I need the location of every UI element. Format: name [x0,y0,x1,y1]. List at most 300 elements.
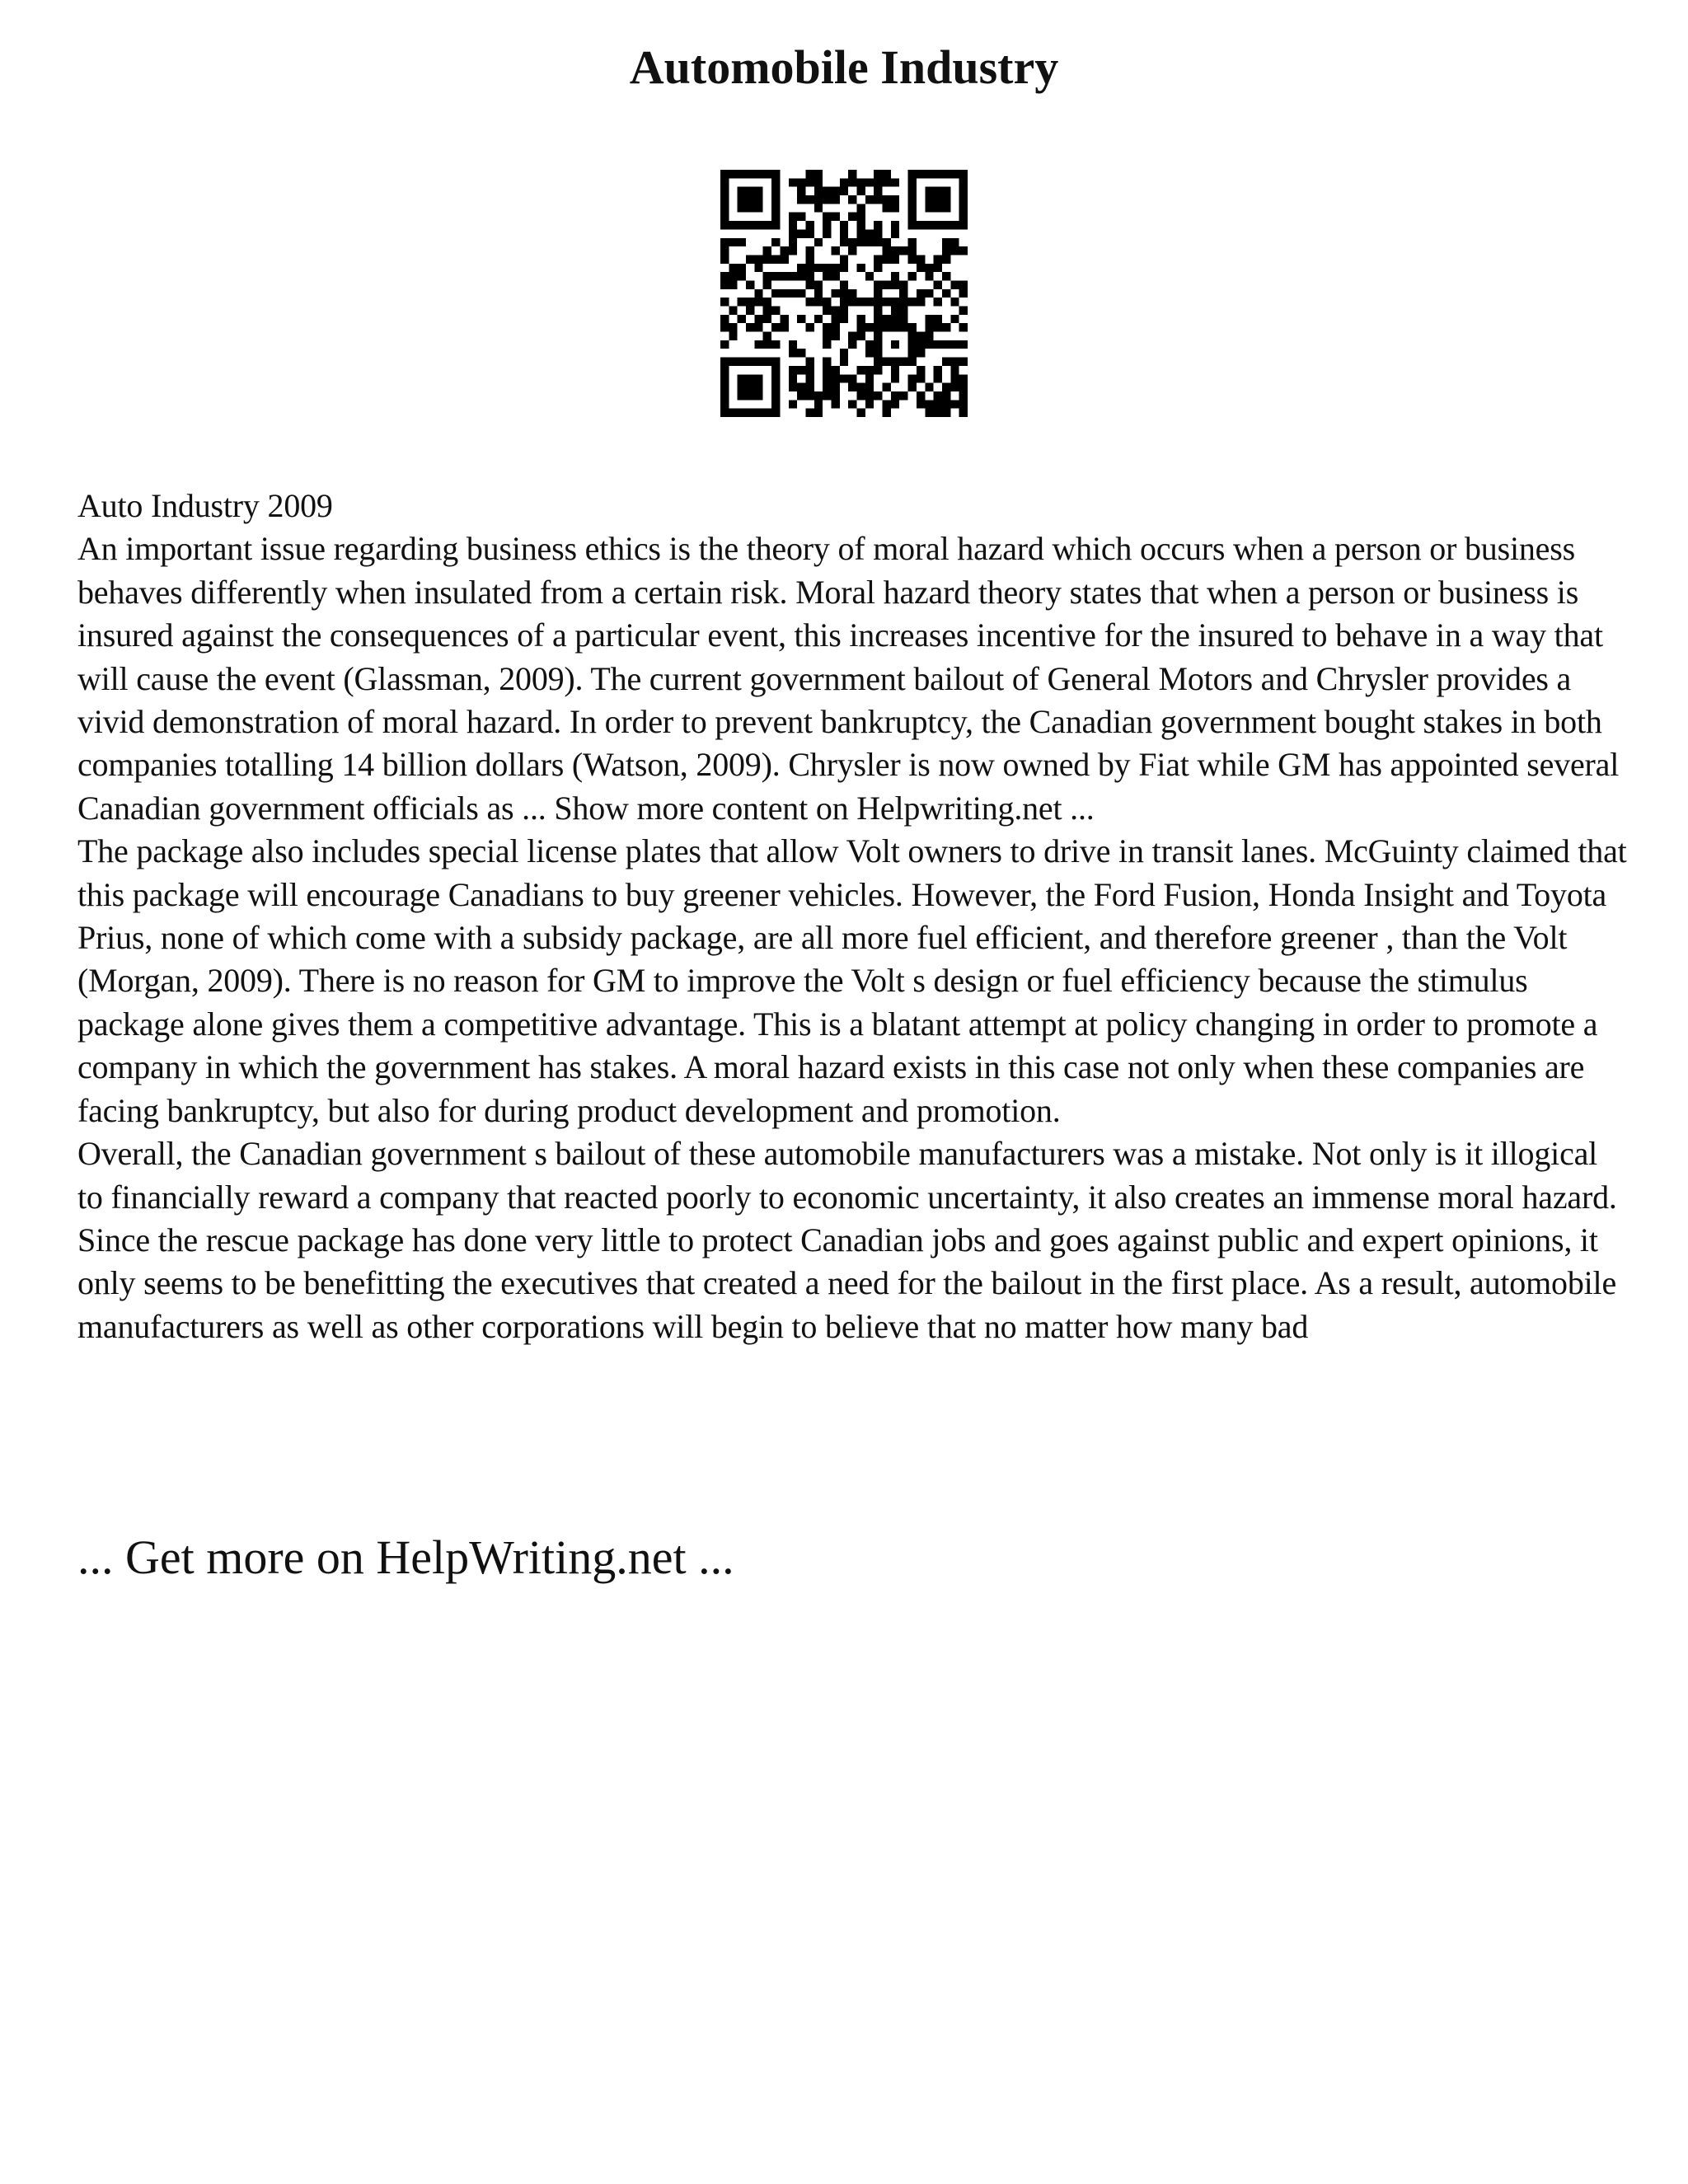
qr-module [840,255,848,263]
qr-module [823,264,831,272]
qr-module [899,246,907,255]
qr-module [771,272,780,280]
qr-module [848,246,856,255]
qr-module [831,264,839,272]
qr-module [959,409,968,417]
qr-module [771,204,780,212]
qr-module [891,400,899,408]
qr-module [814,238,823,246]
qr-code-graphic [720,170,968,417]
qr-module [805,280,814,288]
qr-module [754,298,762,306]
qr-module [823,374,831,382]
qr-module [942,170,950,178]
qr-module [917,255,925,263]
qr-module [899,289,907,298]
qr-module [908,383,917,391]
qr-module [831,307,839,315]
qr-module [883,195,891,204]
qr-module [831,383,839,391]
qr-module [934,280,942,288]
qr-module [840,349,848,357]
qr-module [959,280,968,288]
qr-module [857,213,865,221]
qr-module [942,204,950,212]
qr-module [942,187,950,195]
qr-module [874,187,882,195]
qr-module [942,409,950,417]
qr-module [950,246,959,255]
qr-module [789,400,797,408]
qr-module [891,340,899,349]
qr-module [883,246,891,255]
qr-module [925,340,933,349]
qr-module [797,366,805,374]
qr-module [746,187,754,195]
qr-module [917,349,925,357]
qr-module [883,280,891,288]
qr-module [857,332,865,340]
qr-module [831,374,839,382]
qr-module [848,289,856,298]
qr-module [720,323,729,331]
qr-module [746,374,754,382]
qr-module [797,315,805,323]
qr-module [865,178,874,186]
qr-module [959,289,968,298]
qr-module [814,187,823,195]
qr-module [857,366,865,374]
qr-module [831,213,839,221]
qr-module [959,307,968,315]
qr-module [934,374,942,382]
qr-module [840,374,848,382]
paragraph-2: The package also includes special license plates that allow Volt owners to drive in transit lanes. McGuinty claimed that this package will encourage Canadians to buy greener vehicles. However, the Ford Fusion, Honda Insight and Toyota Prius, none of which come with a subsidy package, are all more fuel efficient, and therefore greener , than the Volt (Morgan, 2009). There is no reason for GM to improve the Volt s design or fuel efficiency because the stimulus package alone gives them a competitive advantage. This is a blatant attempt at policy changing in order to promote a company in which the government has stakes. A moral hazard exists in this case not only when these companies are facing bankruptcy, but also for during product development and promotion. [77,832,1627,1129]
qr-module [823,391,831,400]
document-body [77,485,1627,1348]
qr-module [771,374,780,382]
qr-module [891,272,899,280]
qr-module [908,204,917,212]
qr-module [942,340,950,349]
qr-module [814,170,823,178]
qr-module [814,391,823,400]
qr-module [840,221,848,229]
qr-module [805,409,814,417]
qr-module [720,280,729,288]
qr-module [763,280,771,288]
qr-module [934,366,942,374]
paragraph-3: Overall, the Canadian government s bailout of these automobile manufacturers was a mistake. Not only is it illogical to financially reward a company that reacted poorly to economic uncertainty, it also creates an immense moral hazard. Since the rescue package has done very little to protect Canadian jobs and goes against public and expert opinions, it only seems to be benefitting the executives that created a need for the bailout in the first place. As a result, automobile manufacturers as well as other corporations will begin to believe that no matter how many bad [77,1135,1617,1345]
qr-module [720,178,729,186]
qr-module [908,255,917,263]
qr-module [874,229,882,237]
qr-module [746,170,754,178]
qr-module [720,187,729,195]
qr-module [729,238,737,246]
qr-module [797,213,805,221]
qr-module [763,255,771,263]
qr-module [891,255,899,263]
qr-module [934,187,942,195]
qr-module [805,391,814,400]
qr-module [763,272,771,280]
qr-module [934,204,942,212]
qr-code-icon [720,170,968,417]
qr-module [831,366,839,374]
qr-module [917,400,925,408]
qr-module [805,272,814,280]
qr-module [746,323,754,331]
qr-module [942,238,950,246]
qr-module [857,204,865,212]
qr-module [891,298,899,306]
qr-module [865,391,874,400]
qr-module [771,213,780,221]
qr-module [848,213,856,221]
qr-module [848,332,856,340]
qr-module [814,298,823,306]
qr-module [789,221,797,229]
qr-module [754,195,762,204]
qr-module [874,349,882,357]
qr-module [831,400,839,408]
qr-module [771,170,780,178]
qr-module [908,246,917,255]
qr-module [883,255,891,263]
qr-module [754,358,762,366]
qr-module [874,264,882,272]
qr-module [857,238,865,246]
qr-module [908,332,917,340]
qr-module [720,255,729,263]
qr-module [789,272,797,280]
qr-module [925,409,933,417]
subtitle: Auto Industry 2009 [77,487,333,524]
qr-module [823,195,831,204]
qr-module [754,340,762,349]
qr-module [891,323,899,331]
qr-module [746,255,754,263]
qr-module [959,221,968,229]
qr-module [840,178,848,186]
qr-module [959,391,968,400]
qr-module [917,366,925,374]
qr-module [720,195,729,204]
qr-module [950,315,959,323]
qr-module [823,187,831,195]
qr-module [763,298,771,306]
qr-module [738,195,746,204]
qr-module [720,358,729,366]
qr-module [805,264,814,272]
qr-module [729,264,737,272]
qr-module [942,358,950,366]
qr-module [771,221,780,229]
qr-module [763,340,771,349]
qr-module [814,400,823,408]
qr-module [865,383,874,391]
qr-module [950,238,959,246]
qr-module [789,213,797,221]
qr-module [805,383,814,391]
qr-module [891,229,899,237]
qr-module [823,298,831,306]
qr-module [746,391,754,400]
qr-module [805,374,814,382]
qr-module [934,323,942,331]
qr-module [917,340,925,349]
qr-module [925,195,933,204]
qr-module [823,307,831,315]
qr-module [814,289,823,298]
qr-module [917,289,925,298]
qr-module [908,340,917,349]
qr-module [959,195,968,204]
qr-module [738,204,746,212]
qr-module [823,272,831,280]
qr-module [840,187,848,195]
qr-module [797,178,805,186]
qr-module [763,170,771,178]
qr-module [899,358,907,366]
qr-module [720,383,729,391]
qr-module [746,307,754,315]
qr-module [891,391,899,400]
qr-module [959,340,968,349]
qr-module [891,280,899,288]
qr-module [729,170,737,178]
qr-module [950,383,959,391]
qr-module [729,323,737,331]
qr-module [729,221,737,229]
qr-module [797,272,805,280]
qr-module [780,323,788,331]
qr-module [950,374,959,382]
qr-module [720,213,729,221]
qr-module [771,383,780,391]
qr-module [805,229,814,237]
qr-module [720,400,729,408]
qr-module [883,400,891,408]
qr-module [908,323,917,331]
qr-module [823,323,831,331]
qr-module [874,221,882,229]
qr-module [942,323,950,331]
qr-module [831,272,839,280]
qr-module [771,358,780,366]
qr-module [840,315,848,323]
qr-module [908,349,917,357]
qr-module [789,366,797,374]
qr-module [840,298,848,306]
qr-module [874,366,882,374]
qr-module [831,195,839,204]
qr-module [857,187,865,195]
paragraph-1: An important issue regarding business ethics is the theory of moral hazard which occurs when a person or business behaves differently when insulated from a certain risk. Moral hazard theory states that when a person or business is insured against the consequences of a particular event, this increases incentive for the insured to behave in a way that will cause the event (Glassman, 2009). The current government bailout of General Motors and Chrysler provides a vivid demonstration of moral hazard. In order to prevent bankruptcy, the Canadian government bought stakes in both companies totalling 14 billion dollars (Watson, 2009). Chrysler is now owned by Fiat while GM has appointed several Canadian government officials as ... Show more content on Helpwriting.net ... [77,530,1620,827]
qr-module [857,229,865,237]
qr-module [925,204,933,212]
qr-module [883,323,891,331]
qr-module [925,315,933,323]
qr-module [959,246,968,255]
qr-module [814,195,823,204]
qr-module [874,323,882,331]
qr-module [934,298,942,306]
qr-module [754,204,762,212]
qr-module [942,383,950,391]
qr-module [865,323,874,331]
qr-module [891,246,899,255]
qr-module [942,272,950,280]
qr-module [934,340,942,349]
qr-module [814,280,823,288]
qr-module [789,289,797,298]
qr-module [840,264,848,272]
qr-module [738,315,746,323]
qr-module [908,272,917,280]
qr-module [823,332,831,340]
qr-module [771,409,780,417]
qr-module [754,374,762,382]
qr-module [738,409,746,417]
qr-module [934,255,942,263]
qr-module [738,221,746,229]
qr-module [720,409,729,417]
qr-module [908,374,917,382]
qr-module [934,264,942,272]
qr-module [805,170,814,178]
qr-module [942,391,950,400]
qr-module [738,264,746,272]
qr-module [831,391,839,400]
qr-module [729,272,737,280]
qr-module [805,221,814,229]
qr-module [891,374,899,382]
qr-module [746,195,754,204]
qr-module [789,246,797,255]
qr-module [899,280,907,288]
qr-module [848,374,856,382]
qr-module [797,187,805,195]
qr-module [925,187,933,195]
qr-module [857,178,865,186]
qr-module [899,315,907,323]
qr-module [729,307,737,315]
qr-module [848,400,856,408]
qr-module [789,349,797,357]
qr-module [805,323,814,331]
qr-module [950,358,959,366]
qr-module [754,221,762,229]
qr-module [746,383,754,391]
qr-module [754,264,762,272]
qr-module [874,195,882,204]
qr-module [925,383,933,391]
qr-module [908,187,917,195]
qr-module [797,229,805,237]
qr-module [840,238,848,246]
qr-module [763,358,771,366]
qr-module [934,170,942,178]
qr-module [831,323,839,331]
qr-module [891,221,899,229]
qr-module [831,246,839,255]
qr-module [848,298,856,306]
qr-module [891,315,899,323]
qr-module [925,221,933,229]
qr-module [865,340,874,349]
qr-module [805,178,814,186]
qr-module [883,238,891,246]
qr-module [746,221,754,229]
qr-module [874,307,882,315]
qr-module [917,170,925,178]
qr-module [908,213,917,221]
qr-module [823,340,831,349]
qr-module [942,400,950,408]
qr-module [789,383,797,391]
qr-module [720,272,729,280]
qr-module [908,221,917,229]
qr-module [789,238,797,246]
qr-module [823,221,831,229]
qr-module [874,315,882,323]
qr-module [797,349,805,357]
qr-module [720,366,729,374]
qr-module [823,229,831,237]
qr-module [729,280,737,288]
qr-module [925,323,933,331]
qr-module [934,409,942,417]
qr-module [874,280,882,288]
qr-module [942,255,950,263]
qr-module [925,289,933,298]
qr-module [848,195,856,204]
qr-module [763,315,771,323]
qr-module [950,280,959,288]
qr-module [883,358,891,366]
qr-module [891,366,899,374]
qr-module [720,340,729,349]
qr-module [865,400,874,408]
qr-module [746,409,754,417]
qr-module [720,238,729,246]
qr-module [917,264,925,272]
qr-module [771,195,780,204]
qr-module [874,298,882,306]
qr-module [720,298,729,306]
qr-module [899,307,907,315]
qr-module [874,340,882,349]
qr-module [738,383,746,391]
qr-module [883,383,891,391]
qr-module [899,391,907,400]
qr-module [959,374,968,382]
qr-module [857,221,865,229]
qr-module [789,340,797,349]
qr-module [771,307,780,315]
qr-module [857,409,865,417]
qr-module [780,246,788,255]
qr-module [738,170,746,178]
qr-module [797,391,805,400]
qr-module [831,315,839,323]
qr-module [805,246,814,255]
qr-module [874,255,882,263]
qr-module [738,272,746,280]
qr-module [942,289,950,298]
